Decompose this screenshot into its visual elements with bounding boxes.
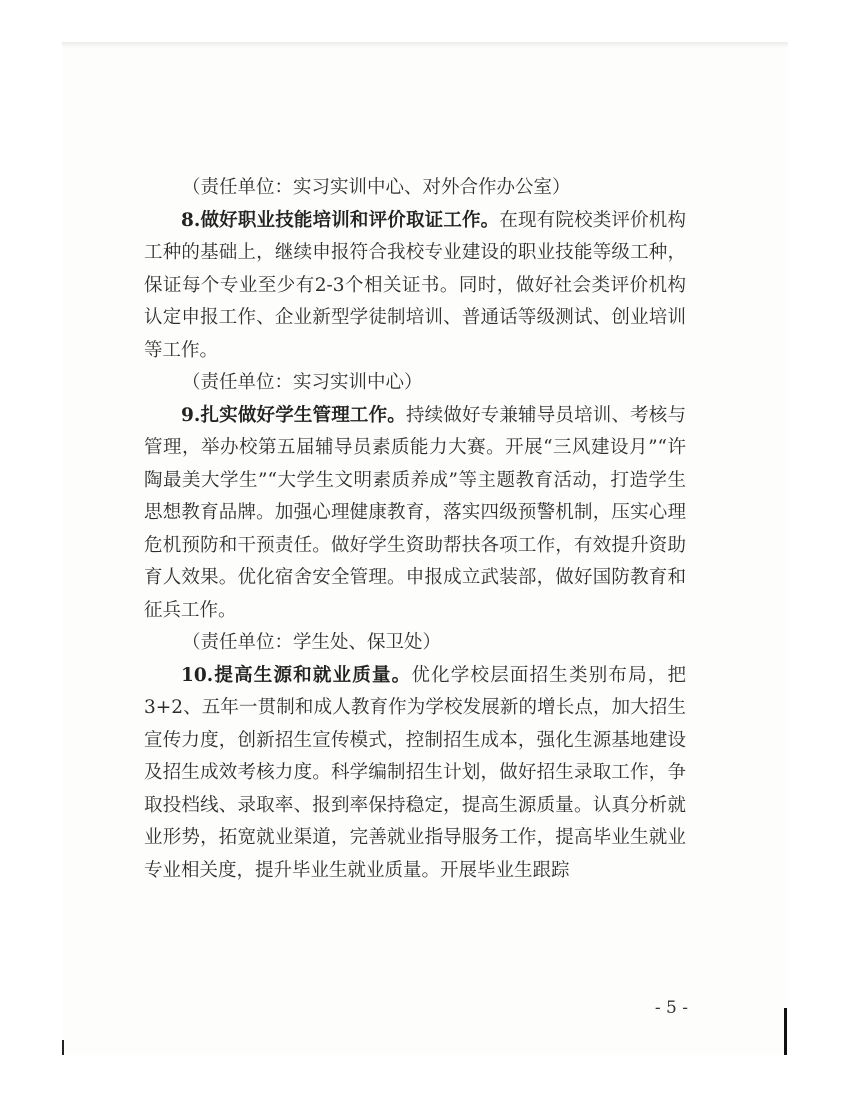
item-10-body: 优化学校层面招生类别布局，把3+2、五年一贯制和成人教育作为学校发展新的增长点，加大招生宣传力度，创新招生宣传模式，控制招生成本，强化生源基地建设及招生成效考核力度。科学编制招生计划，做好招生录取工作，争取投档线、录取率、报到率保持稳定，提高生源质量。认真分析就业形势，拓宽就业渠道，完善就业指导服务工作，提高毕业生就业专业相关度，提升毕业生就业质量。开展毕业生跟踪	[144, 664, 686, 881]
responsible-unit-line: （责任单位：实习实训中心、对外合作办公室）	[182, 177, 571, 198]
item-8-heading: 8.做好职业技能培训和评价取证工作。	[181, 209, 500, 231]
scan-shadow	[62, 42, 788, 48]
document-body	[144, 172, 686, 887]
page-number: - 5 -	[654, 998, 688, 1018]
paragraph-item-9	[144, 400, 686, 628]
scan-edge-mark-left	[62, 1040, 64, 1055]
responsible-unit-line: （责任单位：学生处、保卫处）	[182, 632, 442, 653]
responsible-unit-line: （责任单位：实习实训中心）	[182, 372, 423, 393]
paragraph-item-8	[144, 205, 686, 368]
paragraph-item-10	[144, 660, 686, 888]
item-8-body: 在现有院校类评价机构工种的基础上，继续申报符合我校专业建设的职业技能等级工种，保证每个专业至少有2-3个相关证书。同时，做好社会类评价机构认定申报工作、企业新型学徒制培训、普通话等级测试、创业培训等工作。	[144, 209, 686, 361]
item-9-body: 持续做好专兼辅导员培训、考核与管理，举办校第五届辅导员素质能力大赛。开展“三风建设月”“许陶最美大学生”“大学生文明素质养成”等主题教育活动，打造学生思想教育品牌。加强心理健康教育，落实四级预警机制，压实心理危机预防和干预责任。做好学生资助帮扶各项工作，有效提升资助育人效果。优化宿舍安全管理。申报成立武装部，做好国防教育和征兵工作。	[144, 404, 686, 621]
scan-edge-mark-right	[784, 1008, 787, 1055]
item-10-heading: 10.提高生源和就业质量。	[181, 664, 412, 686]
item-9-heading: 9.扎实做好学生管理工作。	[181, 404, 406, 426]
